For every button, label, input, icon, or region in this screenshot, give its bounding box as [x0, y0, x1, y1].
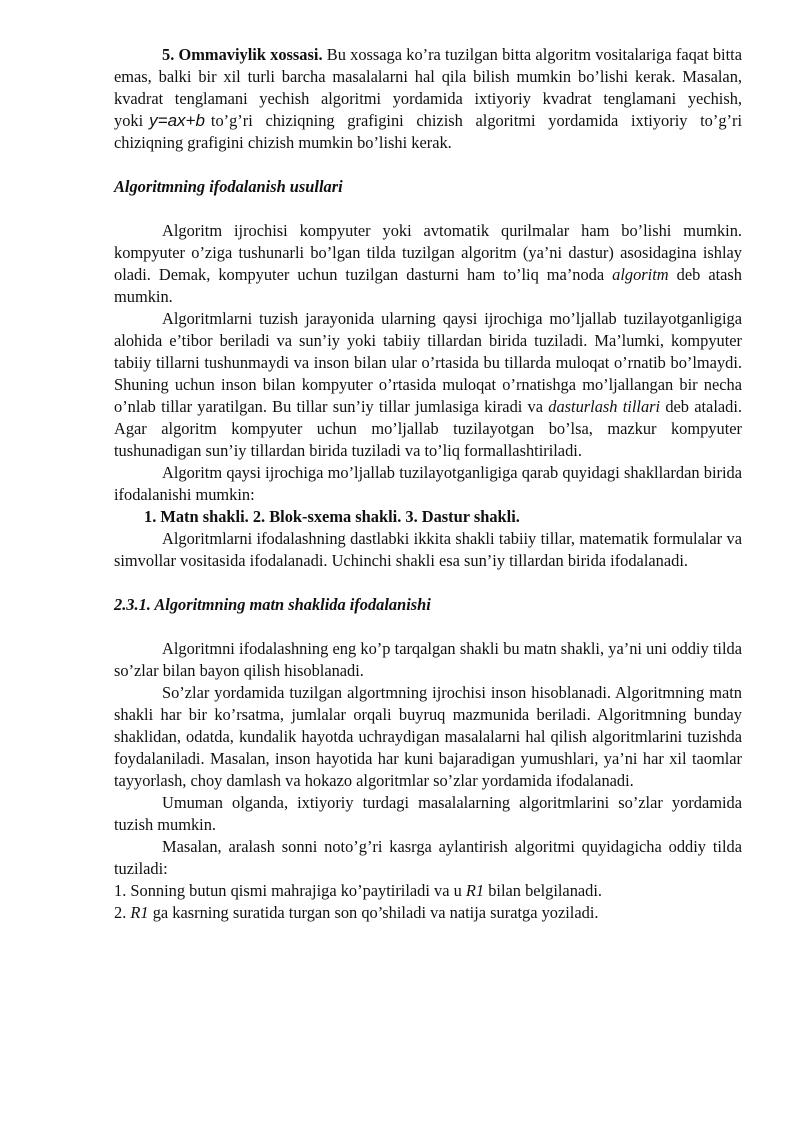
section-label: 5. Ommaviylik xossasi.: [162, 45, 323, 64]
italic-term: dasturlash tillari: [548, 397, 661, 416]
algorithm-step-1: [114, 880, 742, 902]
formula: y=ax+b: [149, 111, 205, 130]
subsection-heading: 2.3.1. Algoritmning matn shaklida ifodalanishi: [114, 595, 431, 614]
italic-term: algoritm: [612, 265, 669, 284]
paragraph-text: Algoritmlarni tuzish jarayonida ularning qaysi ijrochiga mo’ljallab tuzilayotganligiga alohida e’tibor beriladi va sun’iy yoki tabiiy tillardan birida tuziladi. Ma’lumki, kompyuter tabiiy tillarni tushunmaydi va inson bilan ular o’rtasida bu tillarda muloqat o’rnatib bo’lmaydi. Shuning uchun inson bilan kompyuter o’rtasida muloqat o’rnatishga mo’ljallangan bir necha o’nlab tillar yaratilgan. Bu tillar sun’iy tillar jumlasiga kiradi va: [114, 309, 742, 416]
paragraph-text: to’g’ri chiziqning grafigini chizish algoritmi yordamida ixtiyoriy to’g’ri chiziqning grafigini chizish mumkin bo’lishi kerak.: [114, 111, 742, 152]
section-heading: Algoritmning ifodalanish usullari: [114, 177, 343, 196]
paragraph-text: deb ataladi. Agar algoritm kompyuter uchun mo’ljallab tuzilayotgan bo’lsa, mazkur kompyuter tushunadigan sun’iy tillardan birida tuziladi va to’liq formallashtiriladi.: [114, 397, 742, 460]
step-number: 2.: [114, 903, 131, 922]
variable-name: R1: [465, 881, 485, 900]
paragraph-tillar: [114, 308, 742, 462]
paragraph-sozlar: So’zlar yordamida tuzilgan algortmning ijrochisi inson hisoblanadi. Algoritmning matn shakli har bir ko’rsatma, jumlalar orqali buyruq mazmunida beriladi. Algoritmning bunday shaklidan, odatda, kundalik hayotda uchraydigan masalalarni hal qilish algoritmlarini tuzishda foydalaniladi. Masalan, inson hayotida har kuni bajaradigan yumushlari, ya’ni har xil taomlar tayyorlash, choy damlash va hokazo algoritmlar so’zlar yordamida ifodalanadi.: [114, 683, 742, 790]
paragraph-text: deb atash mumkin.: [114, 265, 742, 306]
spacer: [114, 572, 742, 594]
spacer: [114, 154, 742, 176]
forms-list: 1. Matn shakli. 2. Blok-sxema shakli. 3. Dastur shakli.: [144, 507, 520, 526]
spacer: [114, 198, 742, 220]
paragraph-matn-shakli: Algoritmni ifodalashning eng ko’p tarqalgan shakli bu matn shakli, ya’ni uni oddiy tilda so’zlar bilan bayon qilish hisoblanadi.: [114, 639, 742, 680]
paragraph-text: Algoritm ijrochisi kompyuter yoki avtomatik qurilmalar ham bo’lishi mumkin. kompyuter o’ziga tushunarli bo’lgan tilda tuzilgan algoritm (ya’ni dastur) asosidagina ishlay oladi. Demak, kompyuter uchun tuzilgan dasturni ham to’liq ma’noda: [114, 221, 742, 284]
paragraph-ijrochi: [114, 220, 742, 308]
step-text: ga kasrning suratida turgan son qo’shiladi va natija suratga yoziladi.: [148, 903, 599, 922]
document-page: [114, 44, 742, 924]
algorithm-step-2: [114, 902, 742, 924]
spacer: [114, 616, 742, 638]
paragraph-ifodalash: Algoritmlarni ifodalashning dastlabki ikkita shakli tabiiy tillar, matematik formulalar va simvollar vositasida ifodalanadi. Uchinchi shakli esa sun’iy tillardan birida ifodalanadi.: [114, 529, 742, 570]
variable-name: R1: [130, 903, 149, 922]
paragraph-umuman: Umuman olganda, ixtiyoriy turdagi masalalarning algoritmlarini so’zlar yordamida tuzish mumkin.: [114, 793, 742, 834]
paragraph-shakllar: Algoritm qaysi ijrochiga mo’ljallab tuzilayotganligiga qarab quyidagi shakllardan birida ifodalanishi mumkin:: [114, 463, 742, 504]
paragraph-masalan: Masalan, aralash sonni noto’g’ri kasrga aylantirish algoritmi quyidagicha oddiy tilda tuziladi:: [114, 837, 742, 878]
paragraph-ommaviylik: [114, 44, 742, 154]
step-text: 1. Sonning butun qismi mahrajiga ko’paytiriladi va u: [114, 881, 466, 900]
paragraph-text: Bu xossaga ko’ra tuzilgan bitta algoritm vositalariga faqat bitta emas, balki bir xil turli barcha masalalarni hal qila bilish mumkin bo’lishi kerak. Masalan, kvadrat tenglamani yechish algoritmi yordamida ixtiyoriy kvadrat tenglamani yechish, yoki: [114, 45, 742, 130]
step-text: bilan belgilanadi.: [484, 881, 603, 900]
